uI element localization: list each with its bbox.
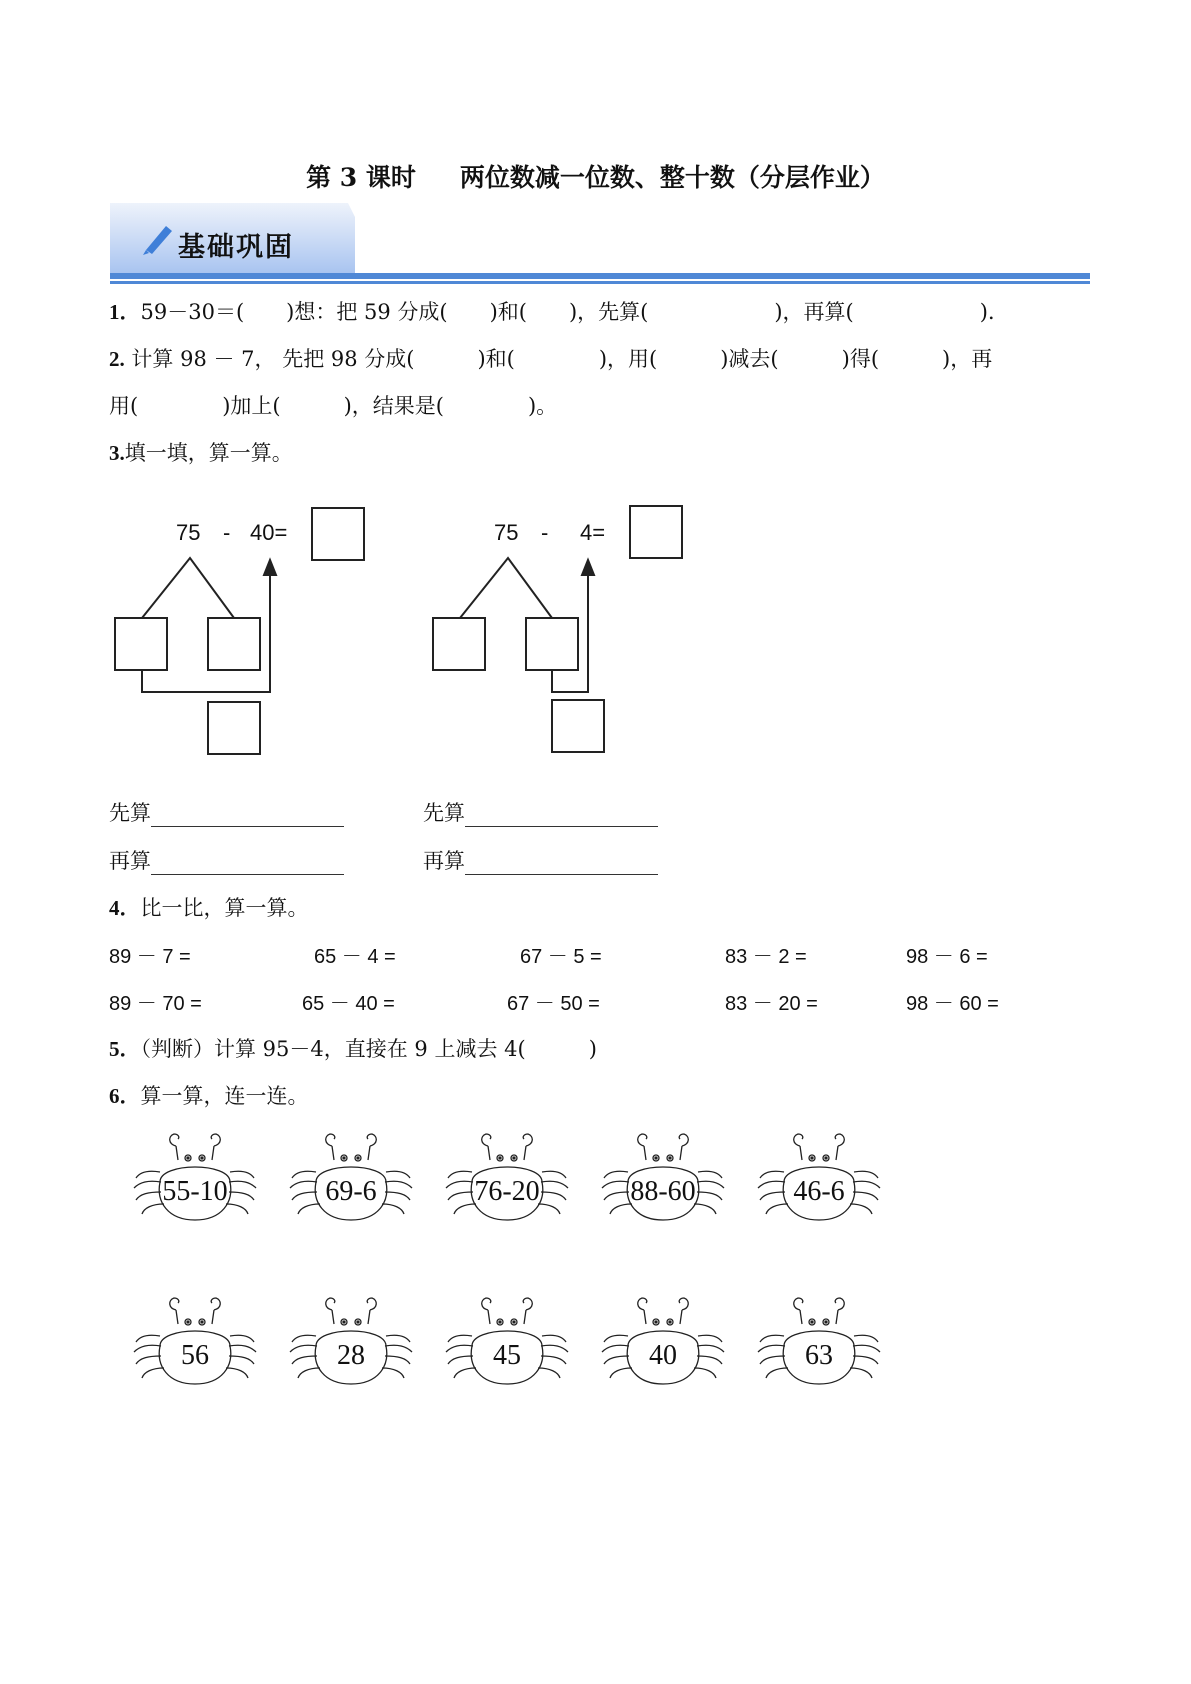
answer-box[interactable] — [208, 618, 260, 670]
equation: 98 － 6 = — [906, 946, 988, 968]
equation: 98 － 60 = — [906, 993, 999, 1015]
question-4 — [109, 892, 309, 922]
crab-card[interactable] — [754, 1296, 884, 1388]
crab-card[interactable] — [598, 1132, 728, 1224]
crab-card[interactable] — [286, 1132, 416, 1224]
page-title — [0, 158, 1191, 194]
q-number: 4． — [109, 896, 141, 920]
split-diagram-2 — [428, 500, 698, 770]
crab-card[interactable] — [286, 1296, 416, 1388]
answer-line[interactable] — [465, 806, 658, 827]
crab-card[interactable] — [130, 1132, 260, 1224]
label: 再算 — [423, 849, 465, 873]
label: 再算 — [109, 849, 151, 873]
answer-box[interactable] — [630, 506, 682, 558]
answer-box[interactable] — [115, 618, 167, 670]
question-3 — [109, 437, 293, 467]
first-step-2 — [423, 797, 658, 827]
answer-line[interactable] — [465, 854, 658, 875]
equation: 65 － 40 = — [302, 993, 395, 1015]
diagram-number: 40= — [250, 520, 288, 545]
equation: 89 － 7 = — [109, 946, 191, 968]
question-6 — [109, 1080, 309, 1110]
q-number: 2. — [109, 347, 125, 371]
question-1 — [109, 296, 1009, 326]
crab-label: 76-20 — [474, 1176, 540, 1207]
question-5 — [109, 1033, 597, 1063]
crab-label: 40 — [649, 1340, 677, 1371]
diagram-number: 75 — [176, 520, 201, 545]
q-text: 算一算，连一连。 — [140, 1084, 309, 1108]
crab-label: 56 — [181, 1340, 209, 1371]
crab-label: 63 — [805, 1340, 833, 1371]
answer-box[interactable] — [552, 700, 604, 752]
crab-label: 69-6 — [325, 1176, 377, 1207]
answer-line[interactable] — [151, 854, 344, 875]
crab-card[interactable] — [598, 1296, 728, 1388]
lesson-topic: 两位数减一位数、整十数（分层作业） — [459, 163, 885, 192]
pencil-icon — [140, 220, 176, 256]
q-number: 3. — [109, 441, 125, 465]
answer-box[interactable] — [312, 508, 364, 560]
then-step-2 — [423, 845, 658, 875]
crab-card[interactable] — [442, 1132, 572, 1224]
crab-card[interactable] — [130, 1296, 260, 1388]
diagram-number: 4= — [580, 520, 606, 545]
crab-label: 55-10 — [162, 1176, 228, 1207]
crab-label: 46-6 — [793, 1176, 845, 1207]
answer-line[interactable] — [151, 806, 344, 827]
label: 先算 — [423, 801, 465, 825]
divider — [110, 273, 1090, 279]
q-text: 比一比，算一算。 — [140, 896, 309, 920]
equation: 83 － 20 = — [725, 993, 818, 1015]
q-text: 59－30＝( )想：把 59 分成( )和( )，先算( )，再算( )． — [140, 300, 1009, 324]
crab-label: 88-60 — [630, 1176, 696, 1207]
diagram-operator: - — [541, 520, 549, 545]
section-title: 基础巩固 — [178, 232, 294, 263]
crab-card[interactable] — [754, 1132, 884, 1224]
answer-box[interactable] — [526, 618, 578, 670]
crab-label: 45 — [493, 1340, 521, 1371]
equation: 67 － 50 = — [507, 993, 600, 1015]
diagram-number: 75 — [494, 520, 519, 545]
equation: 67 － 5 = — [520, 946, 602, 968]
q-text: （判断）计算 95－4，直接在 9 上减去 4( ) — [140, 1037, 597, 1061]
q-number: 5． — [109, 1037, 141, 1061]
then-step-1 — [109, 845, 344, 875]
q-text: 计算 98 － 7， 先把 98 分成( )和( )，用( )减去( )得( )，再 — [124, 347, 993, 371]
question-2 — [109, 343, 992, 373]
first-step-1 — [109, 797, 344, 827]
q-text: 填一填，算一算。 — [124, 441, 293, 465]
answer-box[interactable] — [433, 618, 485, 670]
split-diagram-1 — [110, 500, 380, 770]
equation: 65 － 4 = — [314, 946, 396, 968]
diagram-operator: - — [223, 520, 231, 545]
q-number: 6． — [109, 1084, 141, 1108]
q-number: 1． — [109, 300, 141, 324]
question-2-cont: 用( )加上( )，结果是( )。 — [109, 394, 558, 418]
lesson-number: 第 3 课时 — [306, 163, 416, 192]
crab-label: 28 — [337, 1340, 365, 1371]
label: 先算 — [109, 801, 151, 825]
equation: 89 － 70 = — [109, 993, 202, 1015]
equation: 83 － 2 = — [725, 946, 807, 968]
crab-card[interactable] — [442, 1296, 572, 1388]
answer-box[interactable] — [208, 702, 260, 754]
divider — [110, 281, 1090, 284]
